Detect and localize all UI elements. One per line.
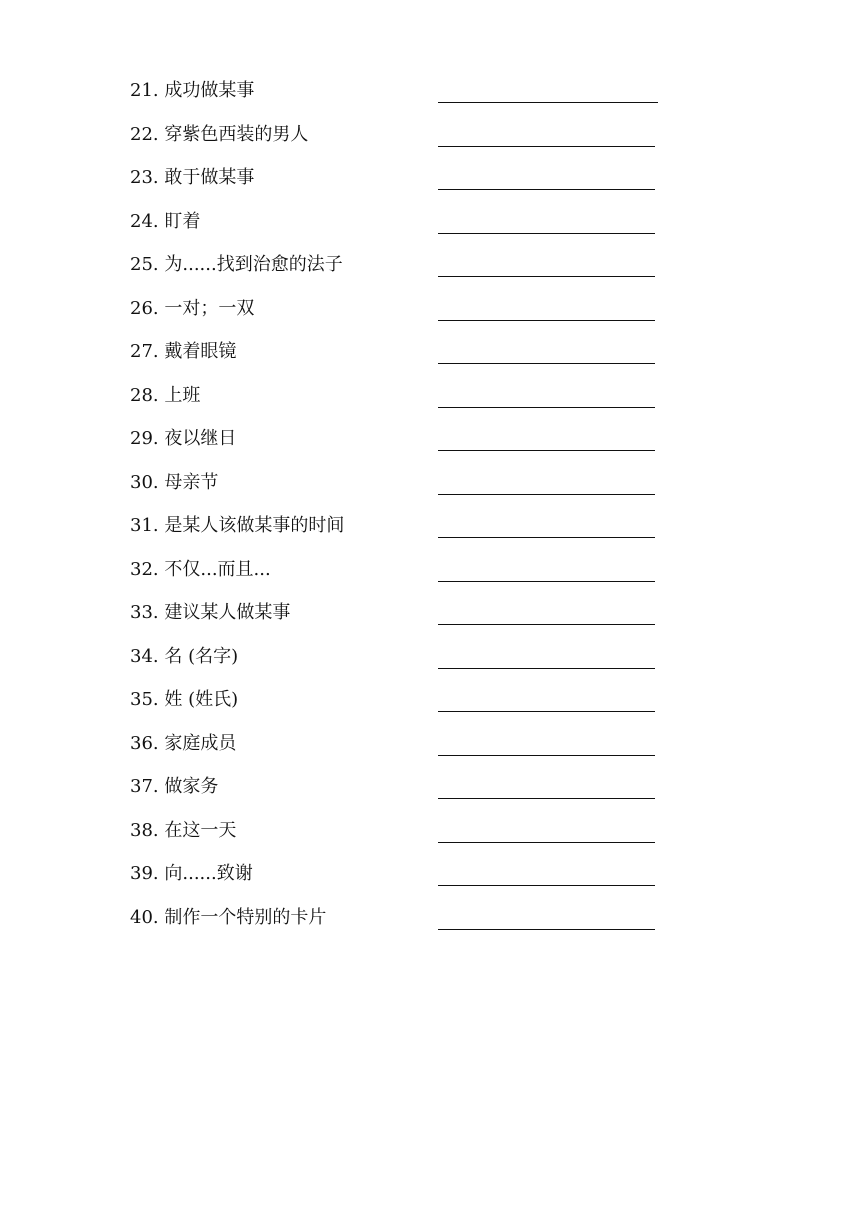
item-text: 敢于做某事 [164, 167, 255, 188]
answer-blank[interactable] [438, 450, 655, 451]
item-text: 制作一个特别的卡片 [164, 906, 327, 928]
item-prompt [130, 165, 254, 191]
answer-blank[interactable] [438, 320, 655, 321]
answer-blank[interactable] [438, 929, 655, 930]
item-number: 21. [130, 80, 159, 101]
item-prompt [130, 644, 238, 670]
answer-blank[interactable] [438, 537, 655, 538]
item-number: 25. [130, 254, 159, 275]
list-item [130, 165, 690, 209]
list-item [130, 644, 690, 688]
list-item [130, 209, 690, 253]
item-number: 27. [130, 341, 159, 362]
item-number: 22. [130, 123, 159, 145]
item-text: 不仅...而且... [164, 558, 271, 580]
item-number: 30. [130, 471, 159, 493]
item-number: 37. [130, 776, 159, 797]
item-text: 是某人该做某事的时间 [164, 515, 345, 536]
list-item [130, 818, 690, 862]
answer-blank[interactable] [438, 842, 655, 843]
item-prompt [130, 470, 218, 496]
list-item [130, 426, 690, 470]
item-prompt [130, 339, 236, 365]
item-number: 35. [130, 689, 159, 710]
answer-blank[interactable] [438, 624, 655, 625]
item-prompt [130, 78, 254, 104]
list-item [130, 78, 690, 122]
item-text: 在这一天 [164, 819, 237, 841]
list-item [130, 774, 690, 818]
list-item [130, 339, 690, 383]
list-item [130, 600, 690, 644]
item-prompt [130, 426, 236, 452]
item-text: 为......找到治愈的法子 [164, 254, 343, 275]
item-text: 母亲节 [164, 471, 219, 493]
item-text: 向......致谢 [164, 863, 253, 884]
item-text: 做家务 [164, 776, 219, 797]
item-number: 36. [130, 732, 159, 754]
item-text: 家庭成员 [164, 732, 237, 754]
item-number: 40. [130, 906, 159, 928]
item-text: 穿紫色西装的男人 [164, 123, 309, 145]
list-item [130, 905, 690, 949]
item-number: 31. [130, 515, 159, 536]
answer-blank[interactable] [438, 885, 655, 886]
item-prompt [130, 122, 308, 148]
item-number: 32. [130, 558, 159, 580]
list-item [130, 252, 690, 296]
item-prompt [130, 687, 238, 713]
item-number: 34. [130, 645, 159, 667]
answer-blank[interactable] [438, 798, 655, 799]
answer-blank[interactable] [438, 711, 655, 712]
item-text: 上班 [164, 384, 201, 406]
item-text: 姓 (姓氏) [164, 689, 239, 710]
item-number: 29. [130, 428, 159, 449]
item-text: 夜以继日 [164, 428, 237, 449]
answer-blank[interactable] [438, 102, 658, 103]
item-number: 28. [130, 384, 159, 406]
item-number: 39. [130, 863, 159, 884]
list-item [130, 296, 690, 340]
list-item [130, 122, 690, 166]
answer-blank[interactable] [438, 581, 655, 582]
item-prompt [130, 818, 236, 844]
item-prompt [130, 557, 271, 583]
item-number: 24. [130, 210, 159, 232]
answer-blank[interactable] [438, 363, 655, 364]
answer-blank[interactable] [438, 494, 655, 495]
list-item [130, 470, 690, 514]
item-text: 成功做某事 [164, 80, 255, 101]
vocabulary-list [130, 78, 690, 948]
item-prompt [130, 296, 254, 322]
answer-blank[interactable] [438, 755, 655, 756]
list-item [130, 687, 690, 731]
answer-blank[interactable] [438, 189, 655, 190]
item-text: 名 (名字) [164, 645, 239, 667]
answer-blank[interactable] [438, 146, 655, 147]
item-prompt [130, 513, 344, 539]
item-prompt [130, 600, 290, 626]
answer-blank[interactable] [438, 407, 655, 408]
list-item [130, 513, 690, 557]
list-item [130, 731, 690, 775]
list-item [130, 861, 690, 905]
answer-blank[interactable] [438, 233, 655, 234]
item-number: 26. [130, 297, 159, 319]
list-item [130, 557, 690, 601]
item-prompt [130, 861, 253, 887]
item-prompt [130, 383, 200, 409]
answer-blank[interactable] [438, 668, 655, 669]
item-prompt [130, 731, 236, 757]
answer-blank[interactable] [438, 276, 655, 277]
item-text: 一对；一双 [164, 297, 255, 319]
item-number: 23. [130, 167, 159, 188]
item-prompt [130, 252, 343, 278]
item-number: 38. [130, 819, 159, 841]
item-number: 33. [130, 602, 159, 623]
item-text: 盯着 [164, 210, 201, 232]
list-item [130, 383, 690, 427]
item-prompt [130, 905, 326, 931]
item-prompt [130, 209, 200, 235]
item-prompt [130, 774, 218, 800]
item-text: 戴着眼镜 [164, 341, 237, 362]
item-text: 建议某人做某事 [164, 602, 291, 623]
